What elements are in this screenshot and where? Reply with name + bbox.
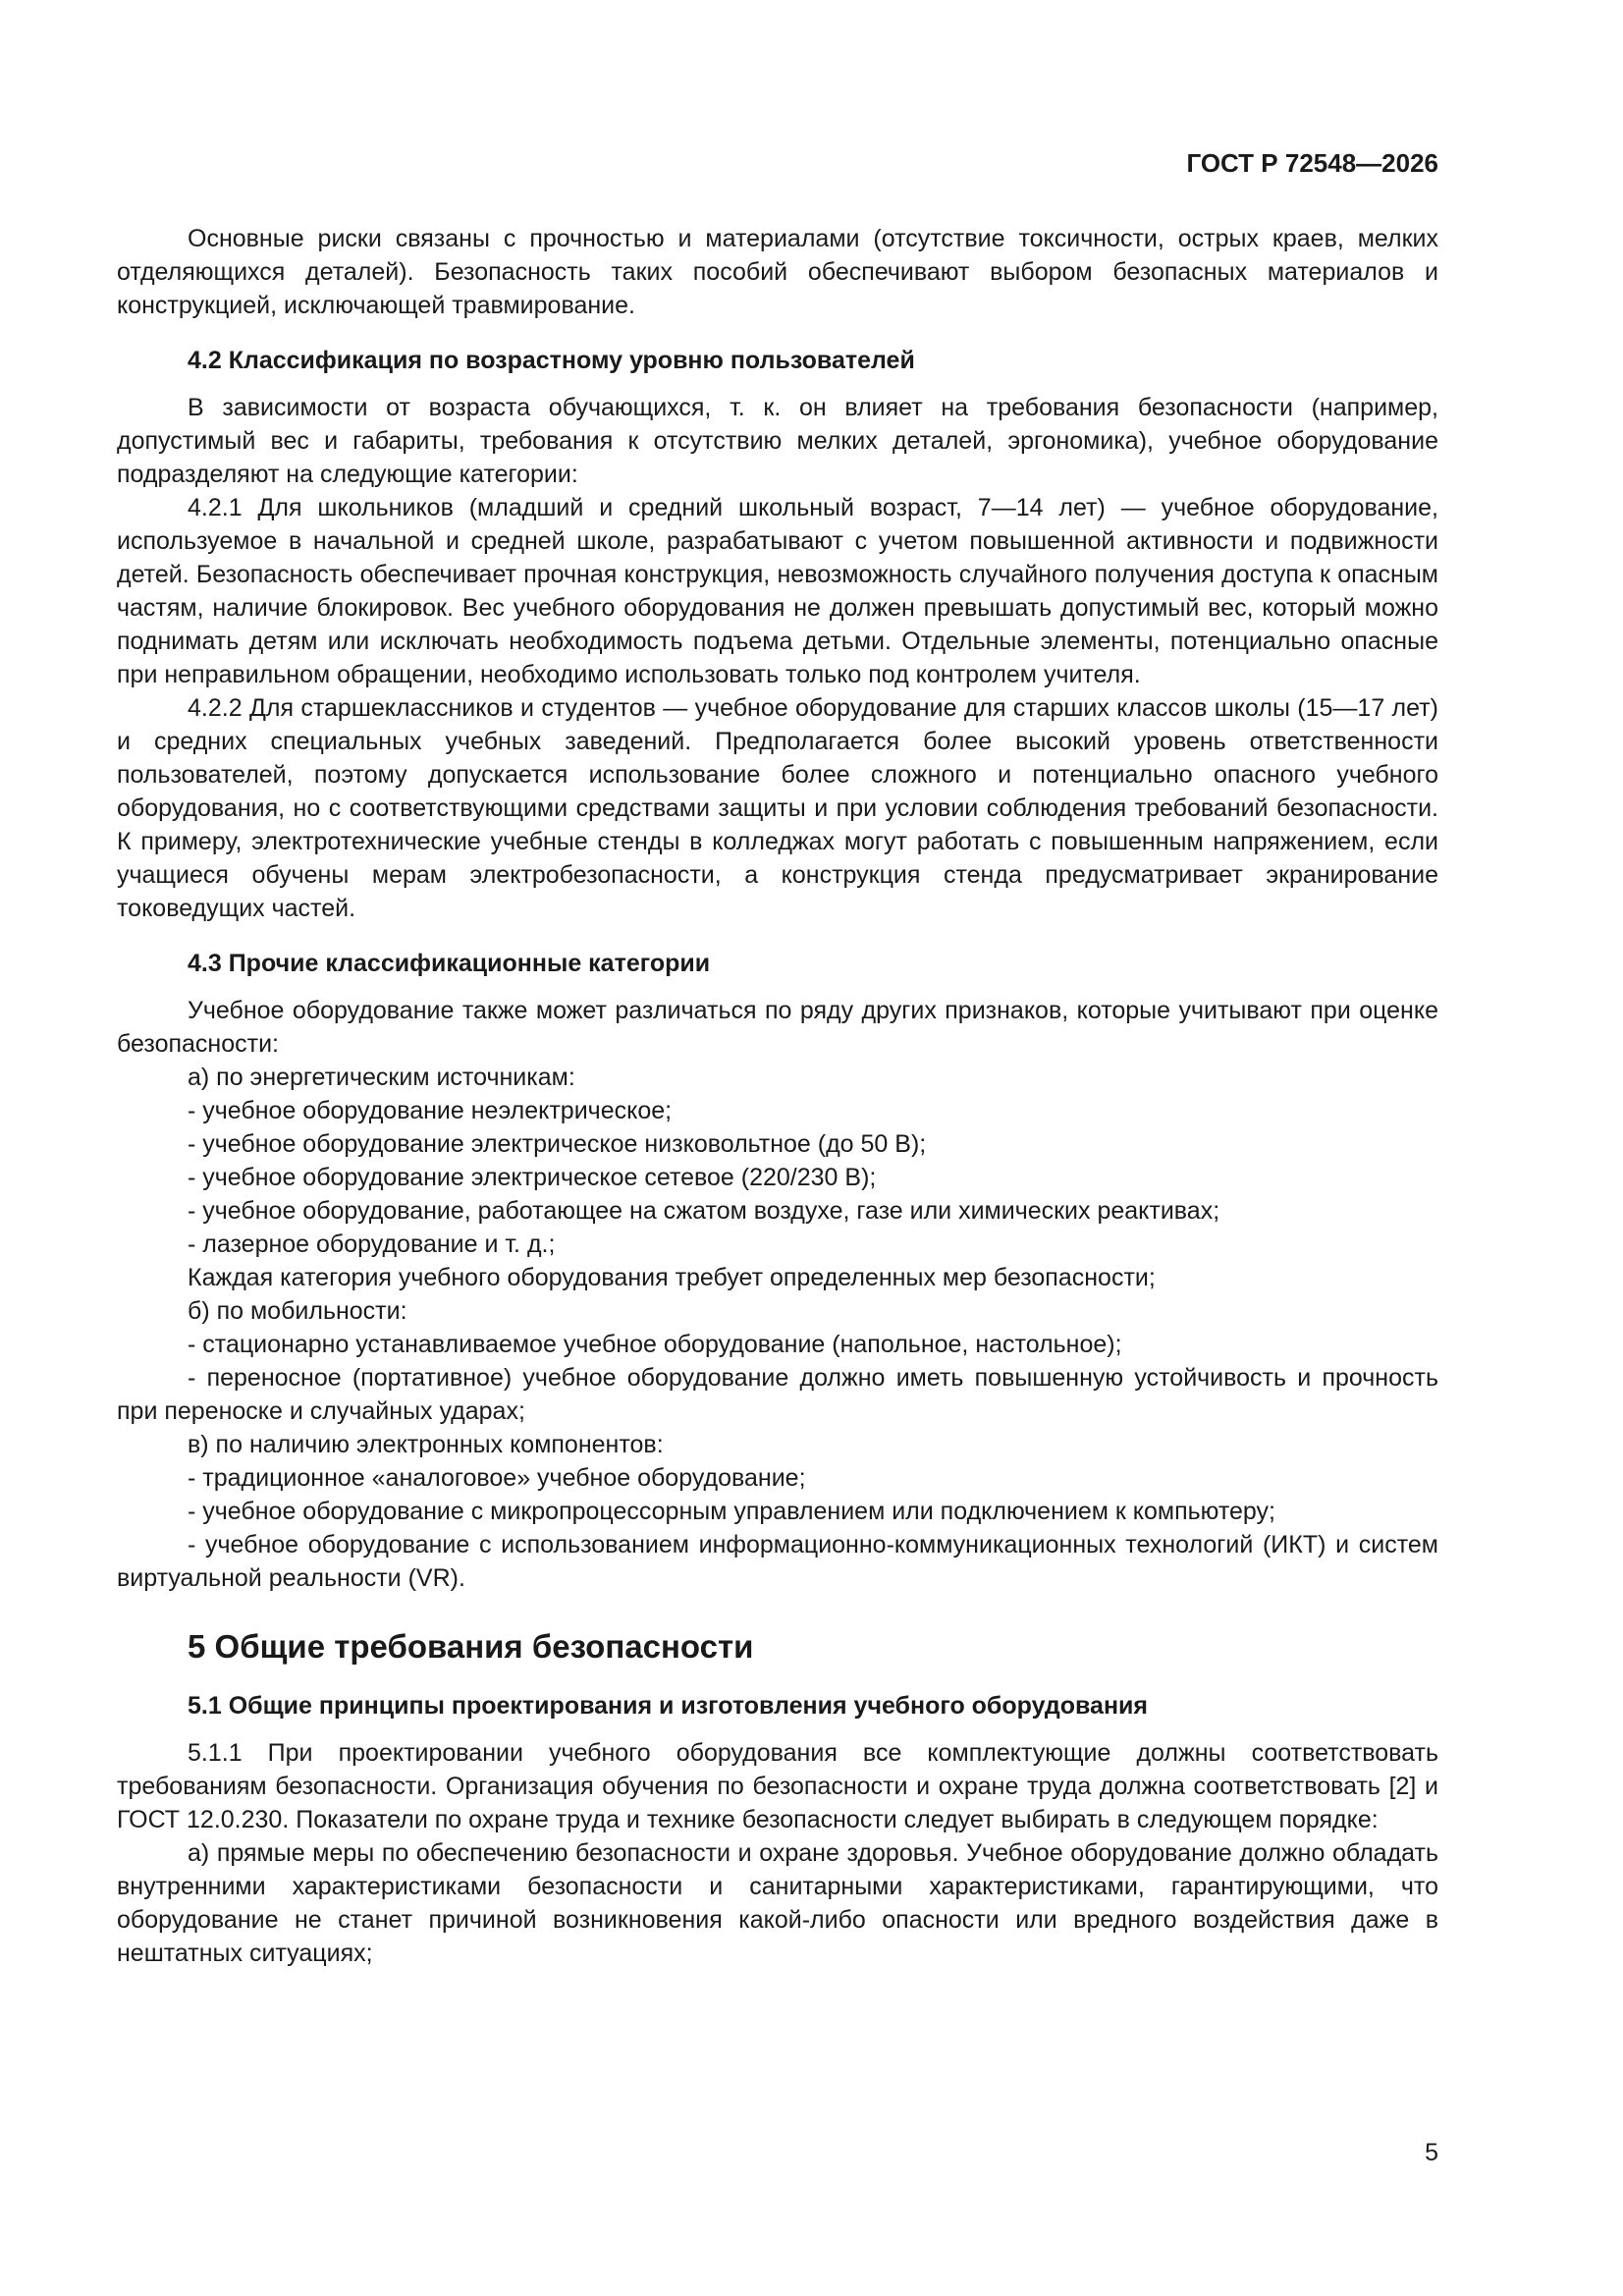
list-item: б) по мобильности: bbox=[188, 1297, 407, 1325]
document-code: ГОСТ Р 72548—2026 bbox=[1186, 148, 1438, 178]
list-item: - учебное оборудование неэлектрическое; bbox=[188, 1097, 673, 1124]
list-item: в) по наличию электронных компонентов: bbox=[188, 1431, 664, 1458]
section-5-1-1-a-paragraph: а) прямые меры по обеспечению безопасности и охране здоровья. Учебное оборудование должно обладать внутренними характеристиками безопасности и санитарными характеристиками, гарантирующими, что оборудование не станет причиной возникновения какой-либо опасности или вредного воздействия даже в нештатных ситуациях; bbox=[117, 1839, 1438, 1967]
section-4-2-2-paragraph: 4.2.2 Для старшеклассников и студентов — учебное оборудование для старших классов школы (15—17 лет) и средних специальных учебных заведений. Предполагается более высокий уровень ответственности пользователей, поэтому допускается использование более сложного и потенциально опасного учебного оборудования, но с соответствующими средствами защиты и при условии соблюдения требований безопасности. К примеру, электротехнические учебные стенды в колледжах могут работать с повышенным напряжением, если учащиеся обучены мерам электробезопасности, а конструкция стенда предусматривает экранирование токоведущих частей. bbox=[117, 694, 1438, 922]
list-item: - традиционное «аналоговое» учебное оборудование; bbox=[188, 1464, 806, 1492]
list-item: - стационарно устанавливаемое учебное оборудование (напольное, настольное); bbox=[188, 1331, 1122, 1358]
section-5-1-1-paragraph: 5.1.1 При проектировании учебного оборудования все комплектующие должны соответствовать требованиям безопасности. Организация обучения по безопасности и охране труда должна соответствовать [2] и ГОСТ 12.0.230. Показатели по охране труда и технике безопасности следует выбирать в следующем порядке: bbox=[117, 1739, 1438, 1833]
list-item: - учебное оборудование электрическое низковольтное (до 50 В); bbox=[188, 1130, 927, 1158]
list-item: - учебное оборудование с микропроцессорным управлением или подключением к компьютеру; bbox=[188, 1498, 1275, 1525]
list-item: - учебное оборудование, работающее на сжатом воздухе, газе или химических реактивах; bbox=[188, 1197, 1220, 1225]
page-number: 5 bbox=[1425, 2139, 1438, 2166]
list-item: Каждая категория учебного оборудования требует определенных мер безопасности; bbox=[188, 1264, 1156, 1291]
section-4-3-paragraph: Учебное оборудование также может различаться по ряду других признаков, которые учитывают при оценке безопасности: bbox=[117, 997, 1438, 1058]
list-item: - учебное оборудование с использованием информационно-коммуникационных технологий (ИКТ) и систем виртуальной реальности (VR). bbox=[117, 1531, 1438, 1592]
section-5-1-heading: 5.1 Общие принципы проектирования и изготовления учебного оборудования bbox=[188, 1692, 1149, 1720]
section-4-2-paragraph: В зависимости от возраста обучающихся, т. к. он влияет на требования безопасности (например, допустимый вес и габариты, требования к отсутствию мелких деталей, эргономика), учебное оборудование подразделяют на следующие категории: bbox=[117, 394, 1438, 488]
document-body bbox=[117, 222, 1438, 1970]
list-item: а) по энергетическим источникам: bbox=[188, 1064, 575, 1091]
section-4-2-heading: 4.2 Классификация по возрастному уровню пользователей bbox=[188, 347, 915, 374]
section-5-heading: 5 Общие требования безопасности bbox=[188, 1628, 754, 1665]
intro-paragraph: Основные риски связаны с прочностью и материалами (отсутствие токсичности, острых краев, мелких отделяющихся деталей). Безопасность таких пособий обеспечивают выбором безопасных материалов и конструкцией, исключающей травмирование. bbox=[117, 225, 1438, 319]
list-item: - учебное оборудование электрическое сетевое (220/230 В); bbox=[188, 1164, 877, 1191]
section-4-2-1-paragraph: 4.2.1 Для школьников (младший и средний школьный возраст, 7—14 лет) — учебное оборудование, используемое в начальной и средней школе, разрабатывают с учетом повышенной активности и подвижности детей. Безопасность обеспечивает прочная конструкция, невозможность случайного получения доступа к опасным частям, наличие блокировок. Вес учебного оборудования не должен превышать допустимый вес, который можно поднимать детям или исключать необходимость подъема детьми. Отдельные элементы, потенциально опасные при неправильном обращении, необходимо использовать только под контролем учителя. bbox=[117, 494, 1438, 688]
list-item: - лазерное оборудование и т. д.; bbox=[188, 1230, 556, 1258]
list-item: - переносное (портативное) учебное оборудование должно иметь повышенную устойчивость и прочность при переноске и случайных ударах; bbox=[117, 1364, 1438, 1425]
section-4-3-heading: 4.3 Прочие классификационные категории bbox=[188, 950, 711, 977]
